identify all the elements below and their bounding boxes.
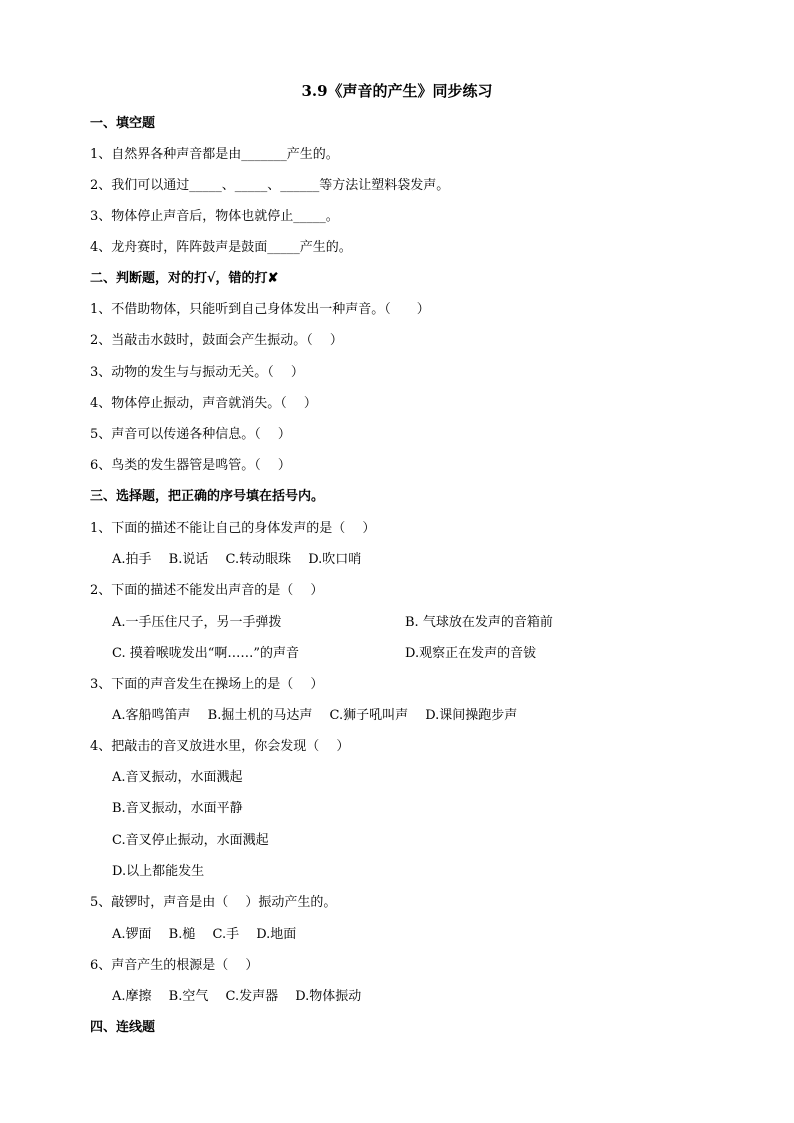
section-fill-blank-heading: 一、填空题 xyxy=(90,116,156,131)
choice-q5-options: A.锣面 B.槌 C.手 D.地面 xyxy=(112,927,297,942)
choice-q2: 2、下面的描述不能发出声音的是（ ） xyxy=(90,583,324,598)
true-false-q6: 6、鸟类的发生器管是鸣管。（ ） xyxy=(90,458,291,473)
choice-q2-option-d: D.观察正在发声的音钹 xyxy=(405,646,537,661)
choice-q3-options: A.客船鸣笛声 B.掘土机的马达声 C.狮子吼叫声 D.课间操跑步声 xyxy=(112,708,518,723)
choice-q3: 3、下面的声音发生在操场上的是（ ） xyxy=(90,677,324,692)
section-true-false-heading: 二、判断题，对的打√，错的打✘ xyxy=(90,271,279,286)
choice-q5: 5、敲锣时，声音是由（ ）振动产生的。 xyxy=(90,895,337,910)
section-choice-heading: 三、选择题，把正确的序号填在括号内。 xyxy=(90,489,325,504)
choice-q1-options: A.拍手 B.说话 C.转动眼珠 D.吹口哨 xyxy=(112,552,362,567)
page-title: 3.9《声音的产生》同步练习 xyxy=(301,82,493,100)
section-matching-heading: 四、连线题 xyxy=(90,1020,156,1035)
fill-blank-q1: 1、自然界各种声音都是由_______产生的。 xyxy=(90,147,339,162)
true-false-q4: 4、物体停止振动，声音就消失。（ ） xyxy=(90,396,317,411)
true-false-q3: 3、动物的发生与与振动无关。（ ） xyxy=(90,365,304,380)
fill-blank-q4: 4、龙舟赛时，阵阵鼓声是鼓面_____产生的。 xyxy=(90,240,352,255)
choice-q6-options: A.摩擦 B.空气 C.发声器 D.物体振动 xyxy=(112,989,362,1004)
choice-q4-option-c: C.音叉停止振动，水面溅起 xyxy=(112,833,269,848)
choice-q4-option-b: B.音叉振动，水面平静 xyxy=(112,801,243,816)
choice-q4-option-d: D.以上都能发生 xyxy=(112,864,205,879)
fill-blank-q2: 2、我们可以通过_____、_____、______等方法让塑料袋发声。 xyxy=(90,178,450,193)
choice-q6: 6、声音产生的根源是（ ） xyxy=(90,958,259,973)
fill-blank-q3: 3、物体停止声音后，物体也就停止_____。 xyxy=(90,209,339,224)
choice-q2-option-a: A.一手压住尺子，另一手弹拨 xyxy=(112,615,282,630)
choice-q2-option-b: B. 气球放在发声的音箱前 xyxy=(405,615,553,630)
choice-q4-option-a: A.音叉振动，水面溅起 xyxy=(112,770,243,785)
true-false-q2: 2、当敲击水鼓时，鼓面会产生振动。（ ） xyxy=(90,333,343,348)
choice-q4: 4、把敲击的音叉放进水里，你会发现（ ） xyxy=(90,739,350,754)
true-false-q1: 1、不借助物体，只能听到自己身体发出一种声音。（ ） xyxy=(90,302,430,317)
choice-q2-option-c: C. 摸着喉咙发出“啊……”的声音 xyxy=(112,646,300,661)
true-false-q5: 5、声音可以传递各种信息。（ ） xyxy=(90,427,291,442)
choice-q1: 1、下面的描述不能让自己的身体发声的是（ ） xyxy=(90,521,376,536)
